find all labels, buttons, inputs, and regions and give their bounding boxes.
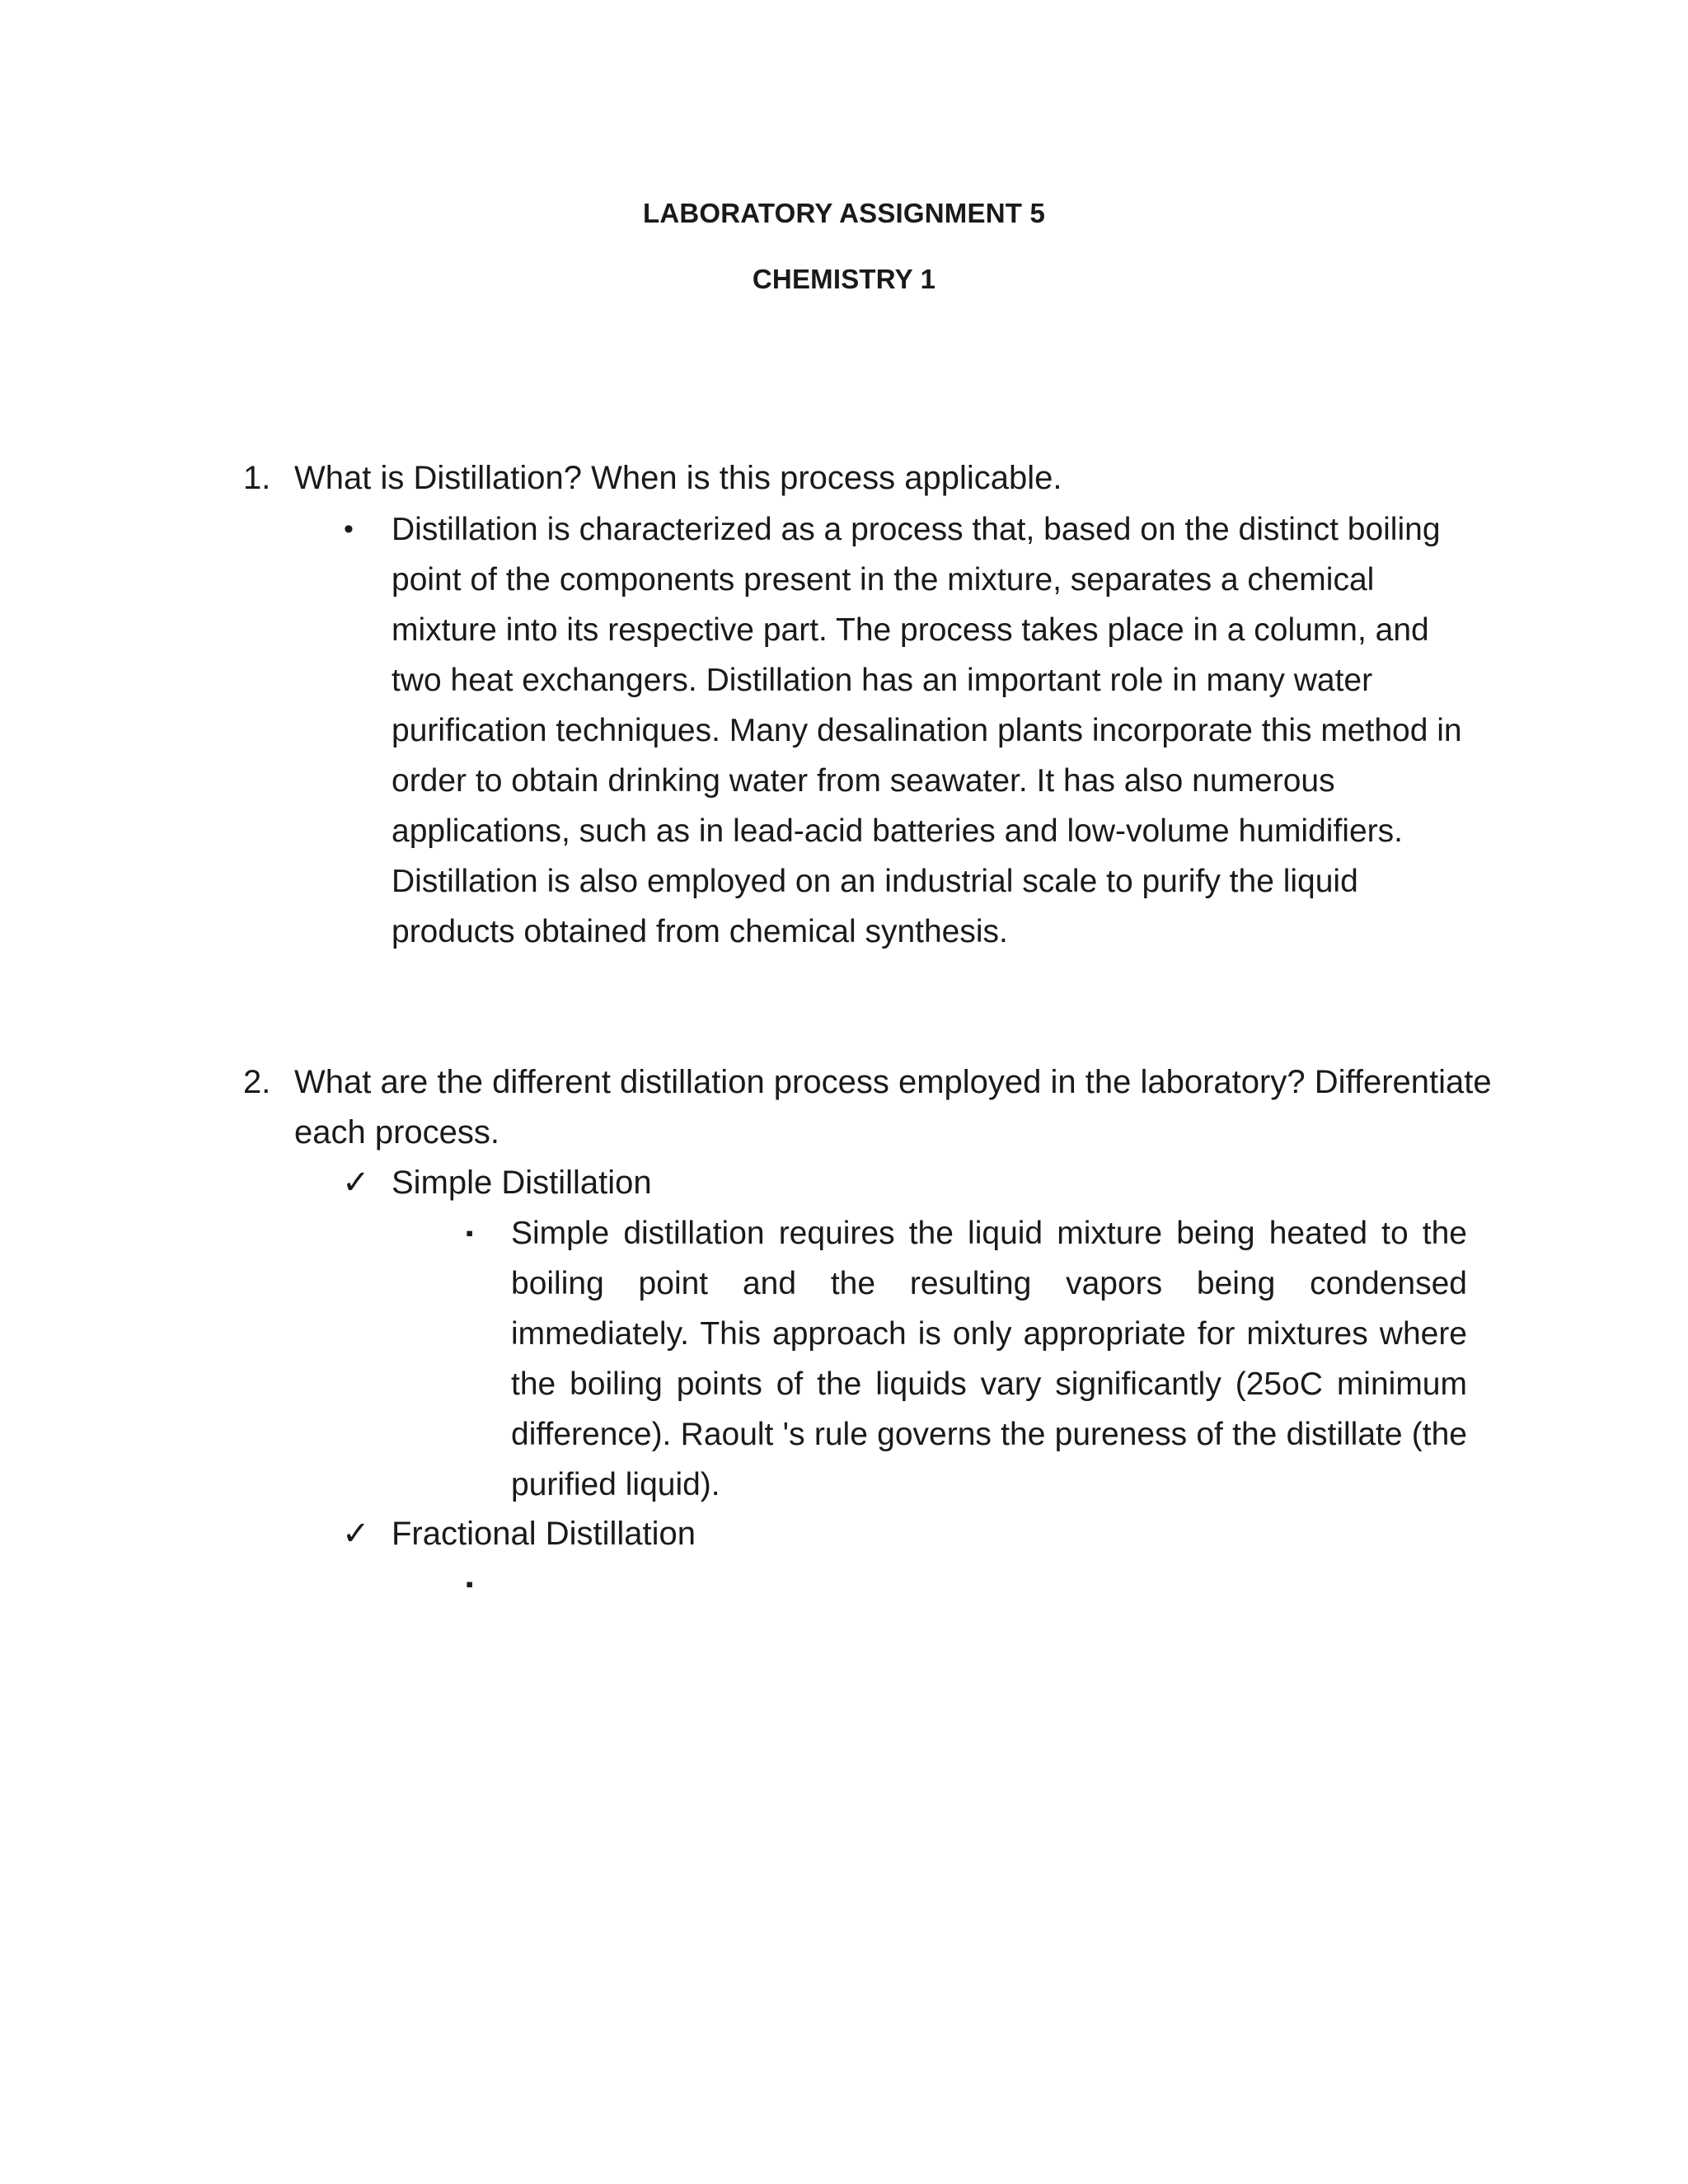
list-item-label: Fractional Distillation: [392, 1516, 696, 1552]
description-text: Simple distillation requires the liquid mixture being heated to the boiling point and the resulting vapors being condensed immediately. This approach is only appropriate for mixtures where the boiling points of the liquids vary significantly (25oC minimum difference). Raoult 's rule governs the pureness of the distillate (the purified liquid).: [511, 1216, 1467, 1502]
square-bullet-icon: ▪: [466, 1221, 474, 1245]
question-2: [243, 1057, 1496, 1158]
question-2-text: What are the different distillation process employed in the laboratory? Differentiate each process.: [294, 1064, 1492, 1151]
list-item-label: Simple Distillation: [392, 1165, 652, 1201]
question-1-number: 1.: [243, 460, 271, 496]
question-1-answer: [344, 504, 1479, 957]
list-item-fractional-distillation: [342, 1509, 696, 1559]
question-1-text: What is Distillation? When is this process applicable.: [294, 460, 1062, 496]
bullet-icon: •: [344, 513, 354, 545]
list-item-simple-distillation: [342, 1158, 652, 1208]
page-subtitle: CHEMISTRY 1: [752, 264, 936, 294]
question-1-answer-text: Distillation is characterized as a process that, based on the distinct boiling point of the components present in the mixture, separates a chemical mixture into its respective part. The process takes place in a column, and two heat exchangers. Distillation has an important role in many water purification techniques. Many desalination plants incorporate this method in order to obtain drinking water from seawater. It has also numerous applications, such as in lead-acid batteries and low-volume humidifiers. Distillation is also employed on an industrial scale to purify the liquid products obtained from chemical synthesis.: [392, 512, 1462, 949]
page-title: LABORATORY ASSIGNMENT 5: [642, 198, 1046, 228]
checkmark-icon: ✓: [342, 1165, 370, 1201]
checkmark-icon: ✓: [342, 1516, 370, 1552]
square-bullet-icon: ▪: [466, 1572, 474, 1596]
question-1: [243, 453, 1496, 504]
simple-distillation-description: [466, 1208, 1467, 1510]
question-2-number: 2.: [243, 1064, 271, 1100]
